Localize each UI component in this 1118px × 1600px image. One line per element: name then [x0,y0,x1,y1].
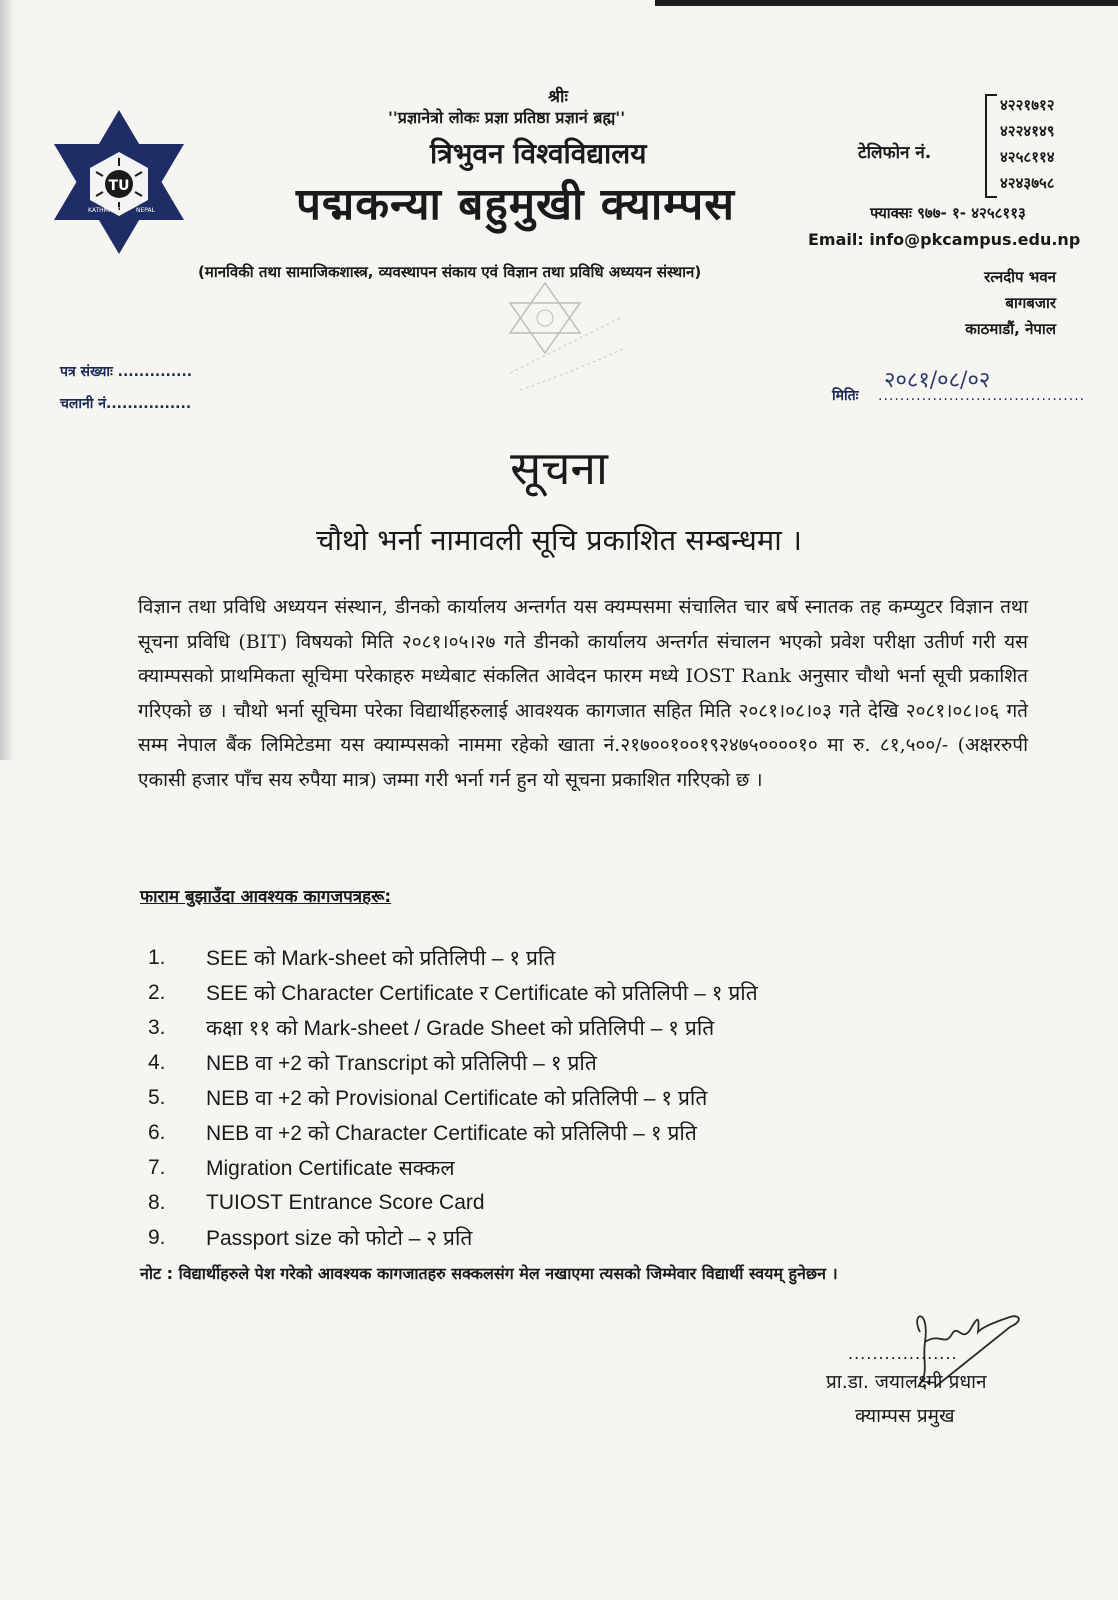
item-text: SEE को Character Certificate र Certificate को प्रतिलिपी – १ प्रति [206,981,758,1005]
item-text: कक्षा ११ को Mark-sheet / Grade Sheet को प्रतिलिपी – १ प्रति [206,1016,715,1040]
reference-block [60,356,192,420]
list-item [148,1010,758,1045]
item-text: NEB वा +2 को Provisional Certificate को प्रतिलिपी – १ प्रति [206,1086,708,1110]
university-name: त्रिभुवन विश्वविद्यालय [430,137,647,170]
date-label: मितिः [832,388,859,404]
item-text: NEB वा +2 को Transcript को प्रतिलिपी – १ प्रति [206,1051,597,1075]
item-text: SEE को Mark-sheet को प्रतिलिपी – १ प्रति [206,946,556,970]
address-line: काठमाडौं, नेपाल [965,320,1056,338]
telephone-label: टेलिफोन नं. [858,143,932,163]
page-top-edge [655,0,1118,6]
list-item [148,940,758,975]
item-number: 6. [148,1120,166,1144]
address-line: बागबजार [1005,294,1056,312]
item-text: TUIOST Entrance Score Card [206,1190,485,1214]
telephone-number: ४२५८११४ [1000,148,1055,166]
tu-emblem-icon [48,108,190,256]
item-text: Passport size को फोटो – २ प्रति [206,1226,473,1250]
address-line: रत्नदीप भवन [984,268,1056,286]
item-number: 9. [148,1225,166,1249]
svg-text:NEPAL: NEPAL [136,207,155,214]
item-number: 3. [148,1015,166,1039]
faculties: (मानविकी तथा सामाजिकशास्त्र, व्यवस्थापन संकाय एवं विज्ञान तथा प्रविधि अध्ययन संस्थान) [198,263,702,281]
list-item [148,1080,758,1115]
item-number: 2. [148,980,166,1004]
telephone-bracket [985,94,997,198]
item-number: 8. [148,1190,166,1214]
telephone-number: ४२४३७५८ [1000,174,1055,192]
telephone-number: ४२२४१४९ [1000,122,1055,140]
university-stamp-icon [500,278,630,398]
item-number: 4. [148,1050,166,1074]
dispatch-number: चलानी नं................ [60,396,192,412]
invocation: श्रीः [548,87,568,107]
item-text: NEB वा +2 को Character Certificate को प्रतिलिपी – १ प्रति [206,1121,697,1145]
notice-title: सूचना [510,441,608,495]
email-address: Email: info@pkcampus.edu.np [808,230,1081,249]
address [965,264,1056,342]
note: नोट : विद्यार्थीहरुले पेश गरेको आवश्यक कागजातहरु सक्कलसंग मेल नखाएमा त्यसको जिम्मेवार विद्यार्थी स्वयम् हुनेछन । [140,1264,838,1283]
page-edge-shadow [0,0,14,760]
item-number: 5. [148,1085,166,1109]
list-item [148,1185,758,1220]
list-item [148,1045,758,1080]
campus-name: पद्मकन्या बहुमुखी क्याम्पस [296,179,735,230]
item-text: Migration Certificate सक्कल [206,1156,455,1180]
list-item [148,1115,758,1150]
svg-text:TU: TU [108,178,130,194]
item-number: 1. [148,945,166,969]
telephone-number: ४२२१७१२ [1000,96,1055,114]
telephone-list [1000,92,1055,196]
fax-number: फ्याक्सः ९७७- १- ४२५८११३ [870,204,1026,222]
signature-dots: .................. [848,1344,958,1363]
documents-heading: फाराम बुझाउँदा आवश्यक कागजपत्रहरू: [140,887,392,907]
documents-list [148,940,758,1255]
list-item [148,1220,758,1255]
list-item [148,975,758,1010]
signer-role: क्याम्पस प्रमुख [855,1405,955,1427]
signer-name: प्रा.डा. जयालक्ष्मी प्रधान [826,1371,987,1393]
item-number: 7. [148,1155,166,1179]
motto: ''प्रज्ञानेत्रो लोकः प्रज्ञा प्रतिष्ठा प्रज्ञानं ब्रह्म'' [388,108,626,127]
letter-number: पत्र संख्याः .............. [60,364,193,380]
list-item [148,1150,758,1185]
date-value: २०८१/०८/०२ [884,368,991,393]
notice-subject: चौथो भर्ना नामावली सूचि प्रकाशित सम्बन्धमा । [316,523,802,557]
notice-body: विज्ञान तथा प्रविधि अध्ययन संस्थान, डीनको कार्यालय अन्तर्गत यस क्यम्पसमा संचालित चार बर्षे स्नातक तह कम्प्युटर विज्ञान तथा सूचना प्रविधि (BIT) विषयको मिति २०८१।०५।२७ गते डीनको कार्यालय अन्तर्गत संचालन भएको प्रवेश परीक्षा उतीर्ण गरी यस क्याम्पसको प्राथमिकता सूचिमा परेकाहरु मध्येबाट संकलित आवेदन फारम मध्ये IOST Rank अनुसार चौथो भर्ना सूची प्रकाशित गरिएको छ । चौथो भर्ना सूचिमा परेका विद्यार्थीहरुलाई आवश्यक कागजात सहित मिति २०८१।०८।०३ गते देखि २०८१।०८।०६ गते सम्म नेपाल बैंक लिमिटेडमा यस क्याम्पसको नाममा रहेको खाता नं.२१७००१००१९२४७५००००१० मा रु. ८१,५००/- (अक्षररुपी एकासी हजार पाँच सय रुपैया मात्र) जम्मा गरी भर्ना गर्न हुन यो सूचना प्रकाशित गरिएको छ । [138,596,1028,791]
date-dots: ...................................... [878,388,1086,404]
svg-text:KATHMANDU: KATHMANDU [88,207,127,214]
